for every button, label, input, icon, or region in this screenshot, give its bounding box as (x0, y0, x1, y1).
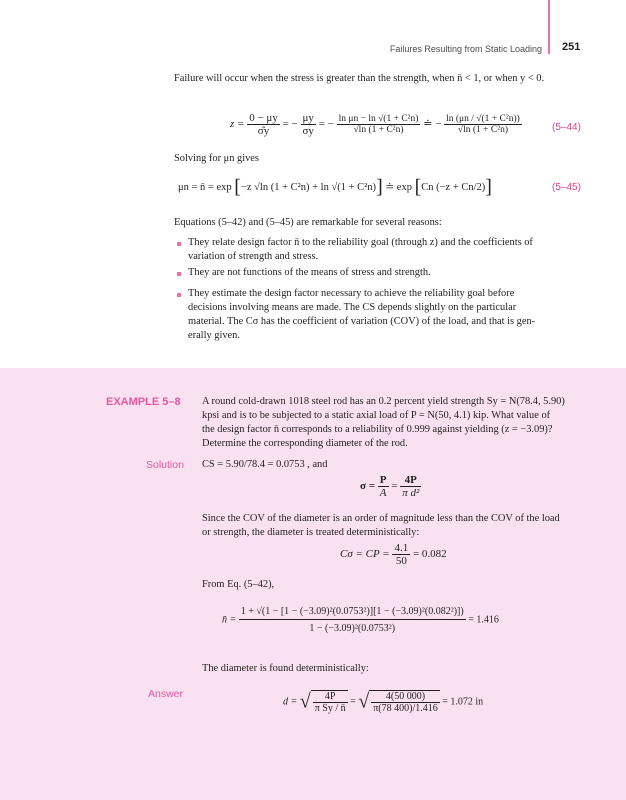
from-eq-text: From Eq. (5–42), (202, 579, 275, 590)
c-rhs: = 0.082 (412, 548, 447, 561)
eq44-lhs: z = (230, 118, 245, 131)
c-lhs: Cσ = CP = (340, 548, 390, 561)
bullet-1-line-1: They relate design factor n̄ to the reliability goal (through z) and the coefficients of (188, 237, 533, 248)
bullet-3-line-4: erally given. (188, 330, 240, 341)
bullet-2-line-1: They are not functions of the means of stress and strength. (188, 267, 431, 278)
bullet-3-line-2: decisions involving means are made. The CS depends slightly on the particular (188, 302, 517, 313)
running-header-title: Failures Resulting from Static Loading (389, 44, 542, 54)
eq44-frac3: $\frac{\text{ln μn − ln √(1 + C²n)}}{\text{√ln (1 + C²n)}}$ (338, 114, 419, 135)
example-line-4: Determine the corresponding diameter of the rod. (202, 438, 408, 449)
page-number: 251 (562, 41, 581, 53)
eq45-lhs: μn = n̄ = exp (178, 181, 232, 193)
example-label: EXAMPLE 5–8 (106, 396, 181, 408)
sigma-frac1: $\frac{P}{A}$ (379, 474, 387, 499)
solution-label: Solution (146, 459, 184, 471)
intro-paragraph: Failure will occur when the stress is greater than the strength, when n̄ < 1, or when y < 0. (174, 73, 545, 84)
eq44-frac1: $\frac{0 - \mu y}{\sigmây}$ (249, 112, 278, 137)
c-frac: $\frac{4.1}{50}$ (394, 542, 409, 567)
diameter-equation: d = √ $\frac{4P̄}{\text{π S̄y / n̄}}$ = √ $\frac{4(50 000)}{\pi(78 400)/1.416}$ = 1.072 in (283, 690, 484, 714)
d-rhs: = 1.072 in (442, 696, 484, 708)
bullet-3-line-1: They estimate the design factor necessary to achieve the reliability goal before (188, 288, 515, 299)
cov-line-1: Since the COV of the diameter is an order of magnitude less than the COV of the load (202, 513, 560, 524)
eq45-body1: −z √ln (1 + C²n) + ln √(1 + C²n) (240, 181, 377, 193)
n-frac: $\frac{\text{1 + √(1 − [1 − (−3.09)²(0.0753²)][1 − (−3.09)²(0.082²)])}}{\text{1 − (−3.09)²(0.0753²)}}$ (240, 606, 464, 634)
d-eq: = (350, 696, 356, 708)
eq-label-5-45: (5–45) (552, 182, 581, 193)
example-line-2: kpsi and is to be subjected to a static axial load of P = N(50, 4.1) kip. What value of (202, 410, 551, 421)
answer-label: Answer (148, 688, 184, 700)
eq44-op1: = − (282, 118, 298, 131)
eq45-body2: Cn (−z + Cn/2) (421, 181, 486, 193)
bullet-3-line-3: material. The Cσ has the coefficient of variation (COV) of the load, and that is gen- (188, 316, 536, 327)
remarks-intro: Equations (5–42) and (5–45) are remarkable for several reasons: (174, 217, 442, 228)
eq44-op3: ≐ − (423, 118, 442, 131)
n-lhs: n̄ = (222, 614, 237, 626)
n-bar-equation (222, 606, 499, 634)
sigma-frac2: $\frac{4P}{\text{π d²}}$ (402, 474, 420, 499)
sigma-lhs: σ = (360, 480, 376, 493)
cov-line-2: or strength, the diameter is treated deterministically: (202, 527, 420, 538)
n-rhs: = 1.416 (468, 614, 499, 626)
eq-label-5-44: (5–44) (552, 122, 581, 133)
c-sigma-equation (340, 542, 447, 567)
eq44-frac2: $\frac{\mu y}{\sigma y}$ (302, 112, 314, 137)
sigma-eq: = (391, 480, 398, 493)
equation-5-45: μn = n̄ = exp [−z √ln (1 + C²n) + ln √(1 + C²n)] ≐ exp [Cn (−z + Cn/2)] (178, 176, 492, 198)
equation-5-44 (230, 112, 522, 137)
header-accent-rule (548, 0, 550, 54)
eq44-frac4: $\frac{\text{ln (μn / √(1 + C²n))}}{\text{√ln (1 + C²n)}}$ (446, 114, 520, 135)
bullet-1-line-2: variation of strength and stress. (188, 251, 319, 262)
example-line-3: the design factor n̄ corresponds to a reliability of 0.999 against yielding (z = −3.09)? (202, 424, 553, 435)
d-frac2: $\frac{4(50 000)}{\pi(78 400)/1.416}$ (369, 690, 440, 714)
eq44-op2: = − (318, 118, 334, 131)
diameter-text: The diameter is found deterministically: (202, 663, 369, 674)
d-lhs: d = (283, 696, 298, 708)
bullet-marker-2 (177, 272, 181, 276)
solving-text: Solving for μn gives (174, 153, 259, 164)
example-line-1: A round cold-drawn 1018 steel rod has an 0.2 percent yield strength Sy = N(78.4, 5.90) (202, 396, 565, 407)
solution-cs-line: CS = 5.90/78.4 = 0.0753 , and (202, 459, 328, 470)
sigma-equation (360, 474, 421, 499)
d-frac1: $\frac{4P̄}{\text{π S̄y / n̄}}$ (311, 690, 348, 714)
bullet-marker-1 (177, 242, 181, 246)
eq45-mid: ≐ exp (385, 181, 412, 193)
bullet-marker-3 (177, 293, 181, 297)
